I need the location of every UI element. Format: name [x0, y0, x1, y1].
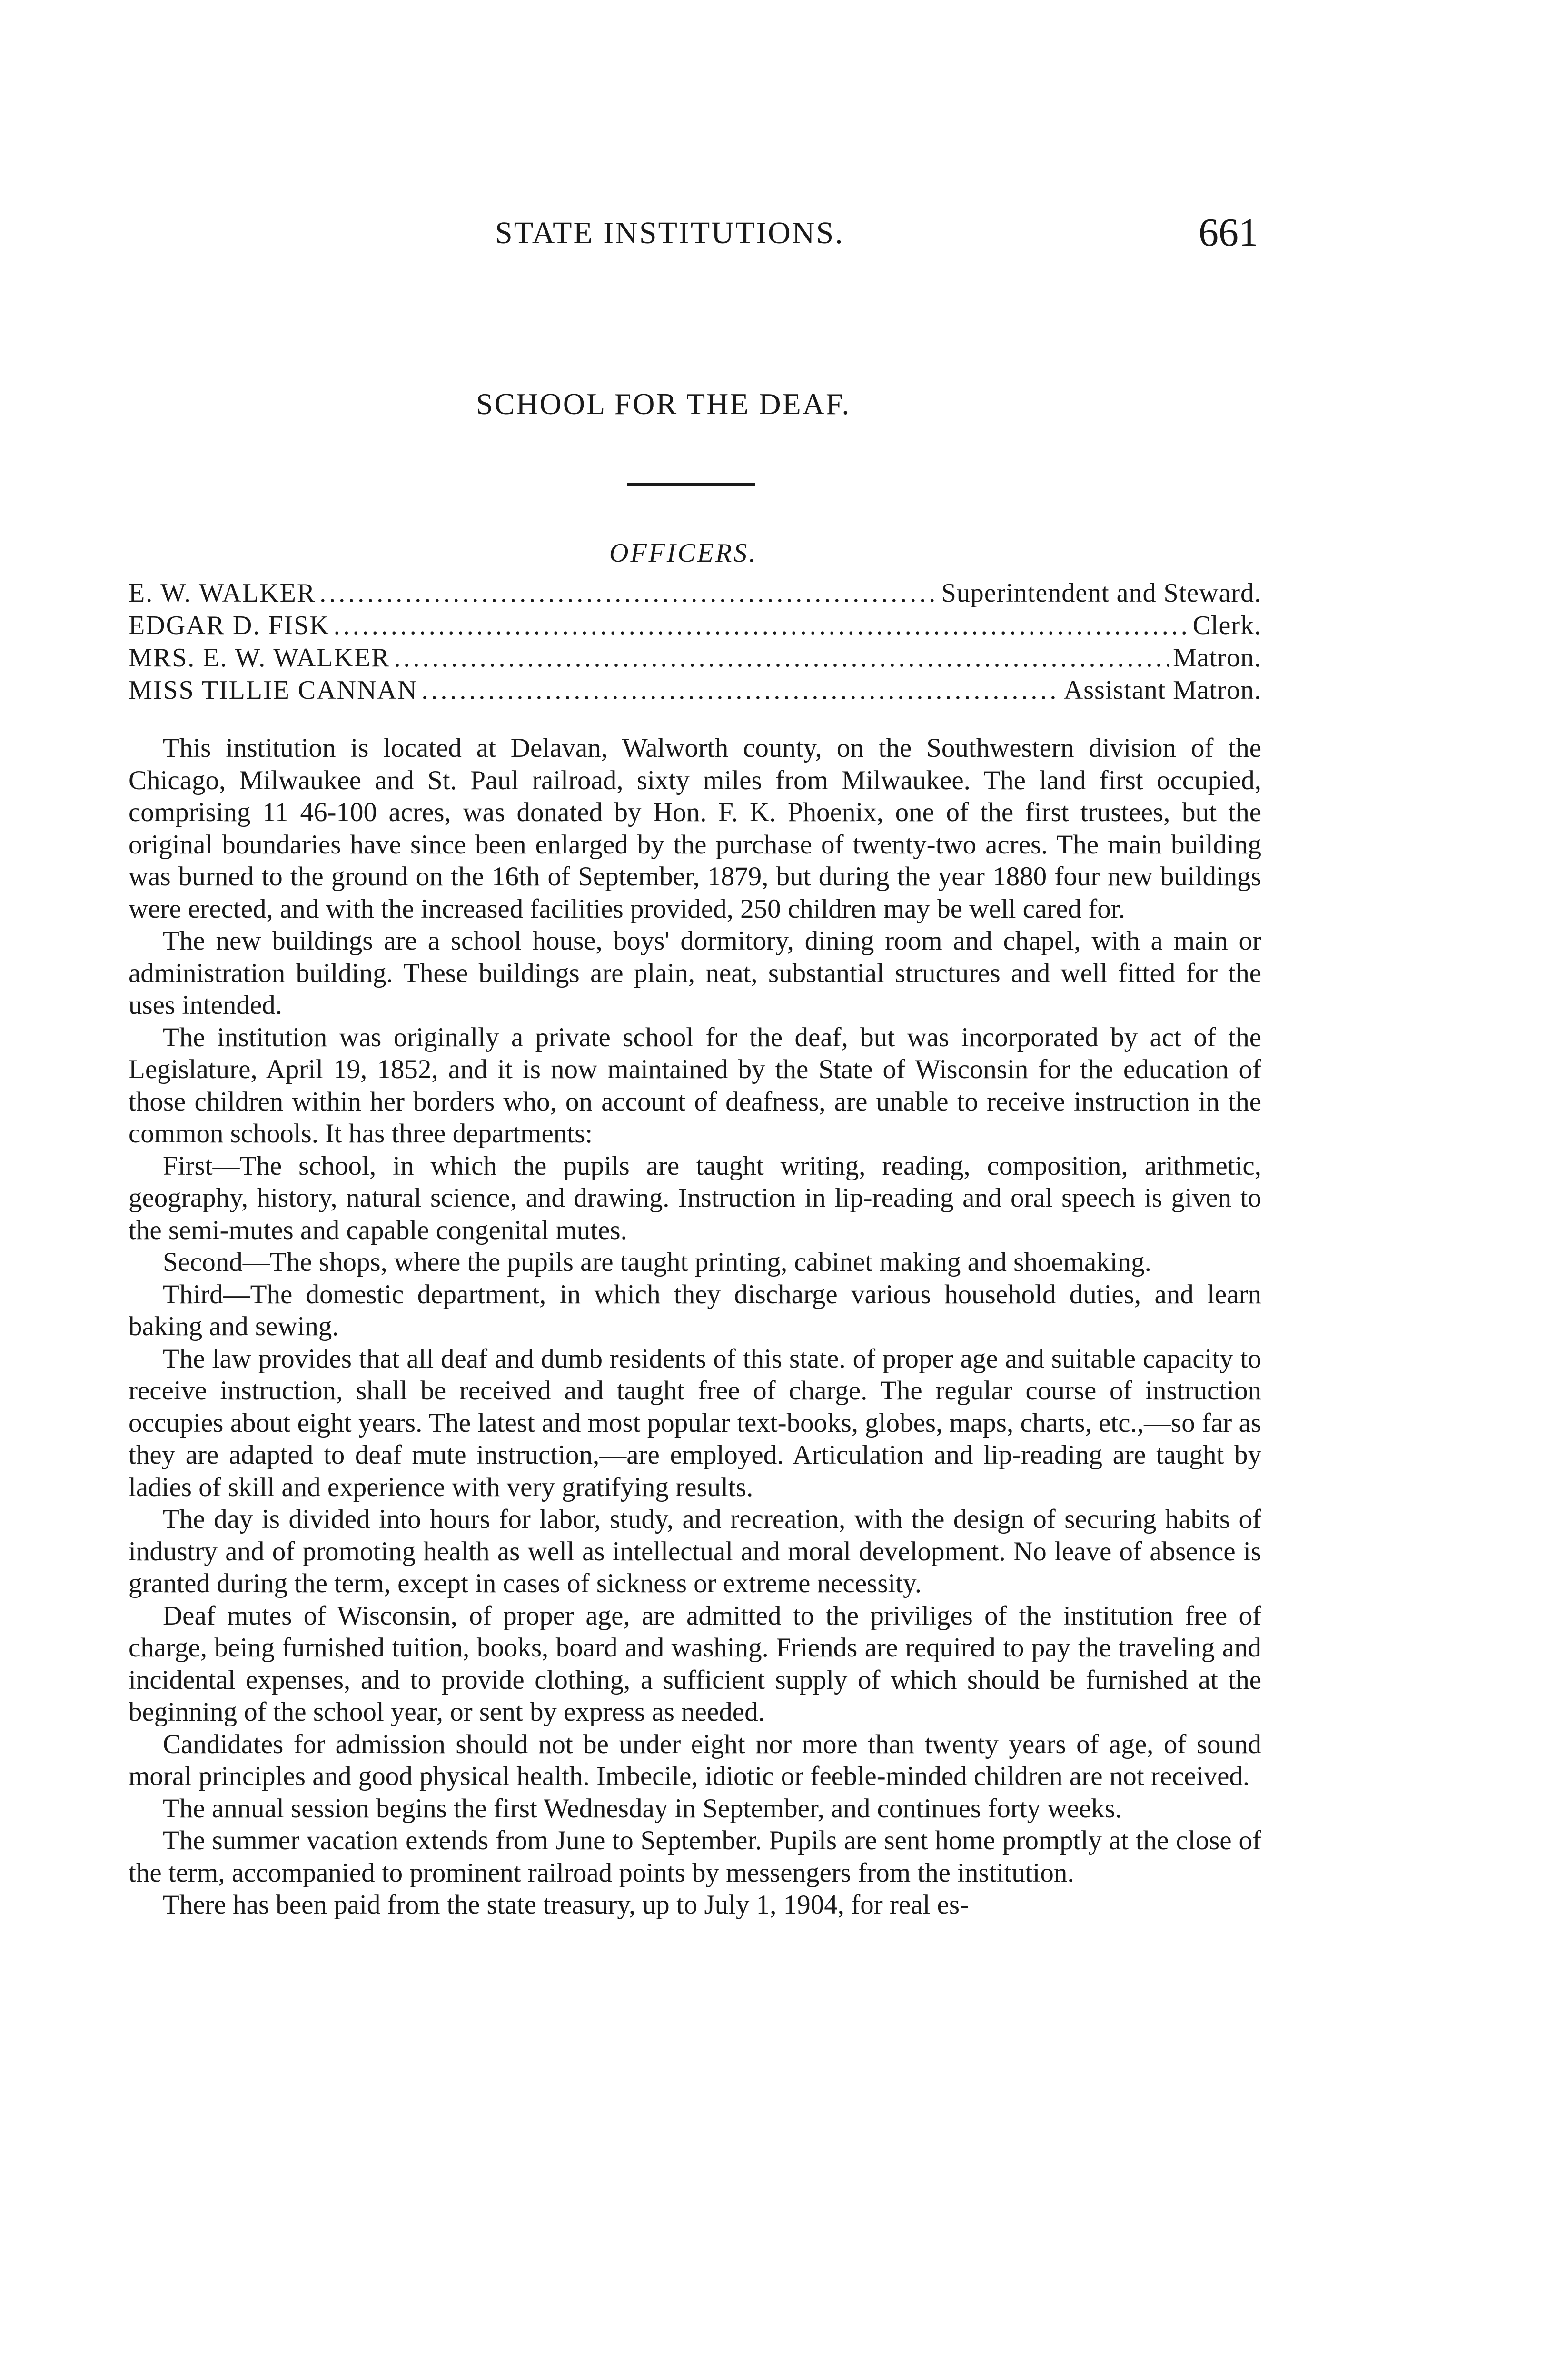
- dot-leader: [394, 642, 1169, 674]
- officer-name: E. W. WALKER: [129, 578, 316, 608]
- title-rule: [627, 483, 755, 486]
- running-title: STATE INSTITUTIONS.: [495, 216, 844, 250]
- dot-leader: [421, 674, 1060, 706]
- paragraph: The law provides that all deaf and dumb residents of this state. of proper age and suitable capacity to receive instruction, shall be received and taught free of charge. The regular course of instruction occupies about eight years. The latest and most popular text-books, globes, maps, charts, etc.,—so far as they are adapted to deaf mute instruction,—are employed. Articulation and lip-reading are taught by ladies of skill and experience with very gratifying results.: [129, 1343, 1261, 1502]
- dot-leader: [319, 577, 937, 609]
- paragraph: The institution was originally a private school for the deaf, but was incorporated by act of the Legislature, April 19, 1852, and it is now maintained by the State of Wisconsin for the education of those children within her borders who, on account of deafness, are unable to receive instruction in the common schools. It has three departments:: [129, 1022, 1261, 1149]
- officer-row: [129, 577, 1261, 609]
- paragraph: The summer vacation extends from June to September. Pupils are sent home promptly at the close of the term, accompanied to prominent railroad points by messengers from the institution.: [129, 1825, 1261, 1888]
- paragraph: Candidates for admission should not be under eight nor more than twenty years of age, of sound moral principles and good physical health. Imbecile, idiotic or feeble-minded children are not received.: [129, 1729, 1261, 1791]
- officer-name: MRS. E. W. WALKER: [129, 643, 390, 673]
- paragraph: The day is divided into hours for labor, study, and recreation, with the design of securing habits of industry and of promoting health as well as intellectual and moral development. No leave of absence is granted during the term, except in cases of sickness or extreme necessity.: [129, 1504, 1261, 1598]
- officer-title: Assistant Matron.: [1063, 675, 1261, 705]
- paragraph: This institution is located at Delavan, Walworth county, on the Southwestern division of the Chicago, Milwaukee and St. Paul railroad, sixty miles from Milwaukee. The land first occupied, comprising 11 46-100 acres, was donated by Hon. F. K. Phoenix, one of the first trustees, but the original boundaries have since been enlarged by the purchase of twenty-two acres. The main building was burned to the ground on the 16th of September, 1879, but during the year 1880 four new buildings were erected, and with the increased facilities provided, 250 children may be well cared for.: [129, 733, 1261, 924]
- officer-title: Superintendent and Steward.: [941, 578, 1261, 608]
- officer-title: Clerk.: [1192, 611, 1261, 640]
- officer-name: EDGAR D. FISK: [129, 611, 330, 640]
- paragraph: Deaf mutes of Wisconsin, of proper age, are admitted to the priviliges of the institution free of charge, being furnished tuition, books, board and washing. Friends are required to pay the traveling and incidental expenses, and to provide clothing, a sufficient supply of which should be furnished at the beginning of the school year, or sent by express as needed.: [129, 1600, 1261, 1727]
- officer-row: [129, 609, 1261, 642]
- paragraph: There has been paid from the state treasury, up to July 1, 1904, for real es-: [163, 1890, 969, 1920]
- paragraph: First—The school, in which the pupils are taught writing, reading, composition, arithmetic, geography, history, natural science, and drawing. Instruction in lip-reading and oral speech is given to the semi-mutes and capable congenital mutes.: [129, 1150, 1261, 1245]
- officers-list: [129, 577, 1261, 706]
- section-title: SCHOOL FOR THE DEAF.: [476, 387, 851, 421]
- officer-row: [129, 642, 1261, 674]
- officer-row: [129, 674, 1261, 706]
- page-number: 661: [1199, 210, 1259, 255]
- body-text: [129, 732, 1261, 1921]
- paragraph: Second—The shops, where the pupils are taught printing, cabinet making and shoemaking.: [163, 1247, 1151, 1277]
- officers-heading: OFFICERS.: [609, 538, 758, 568]
- officer-title: Matron.: [1173, 643, 1261, 673]
- paragraph: The annual session begins the first Wednesday in September, and continues forty weeks.: [163, 1793, 1122, 1824]
- officer-name: MISS TILLIE CANNAN: [129, 675, 418, 705]
- paragraph: The new buildings are a school house, boys' dormitory, dining room and chapel, with a main or administration building. These buildings are plain, neat, substantial structures and well fitted for the uses intended.: [129, 926, 1261, 1020]
- paragraph: Third—The domestic department, in which they discharge various household duties, and learn baking and sewing.: [129, 1279, 1261, 1341]
- dot-leader: [334, 609, 1189, 642]
